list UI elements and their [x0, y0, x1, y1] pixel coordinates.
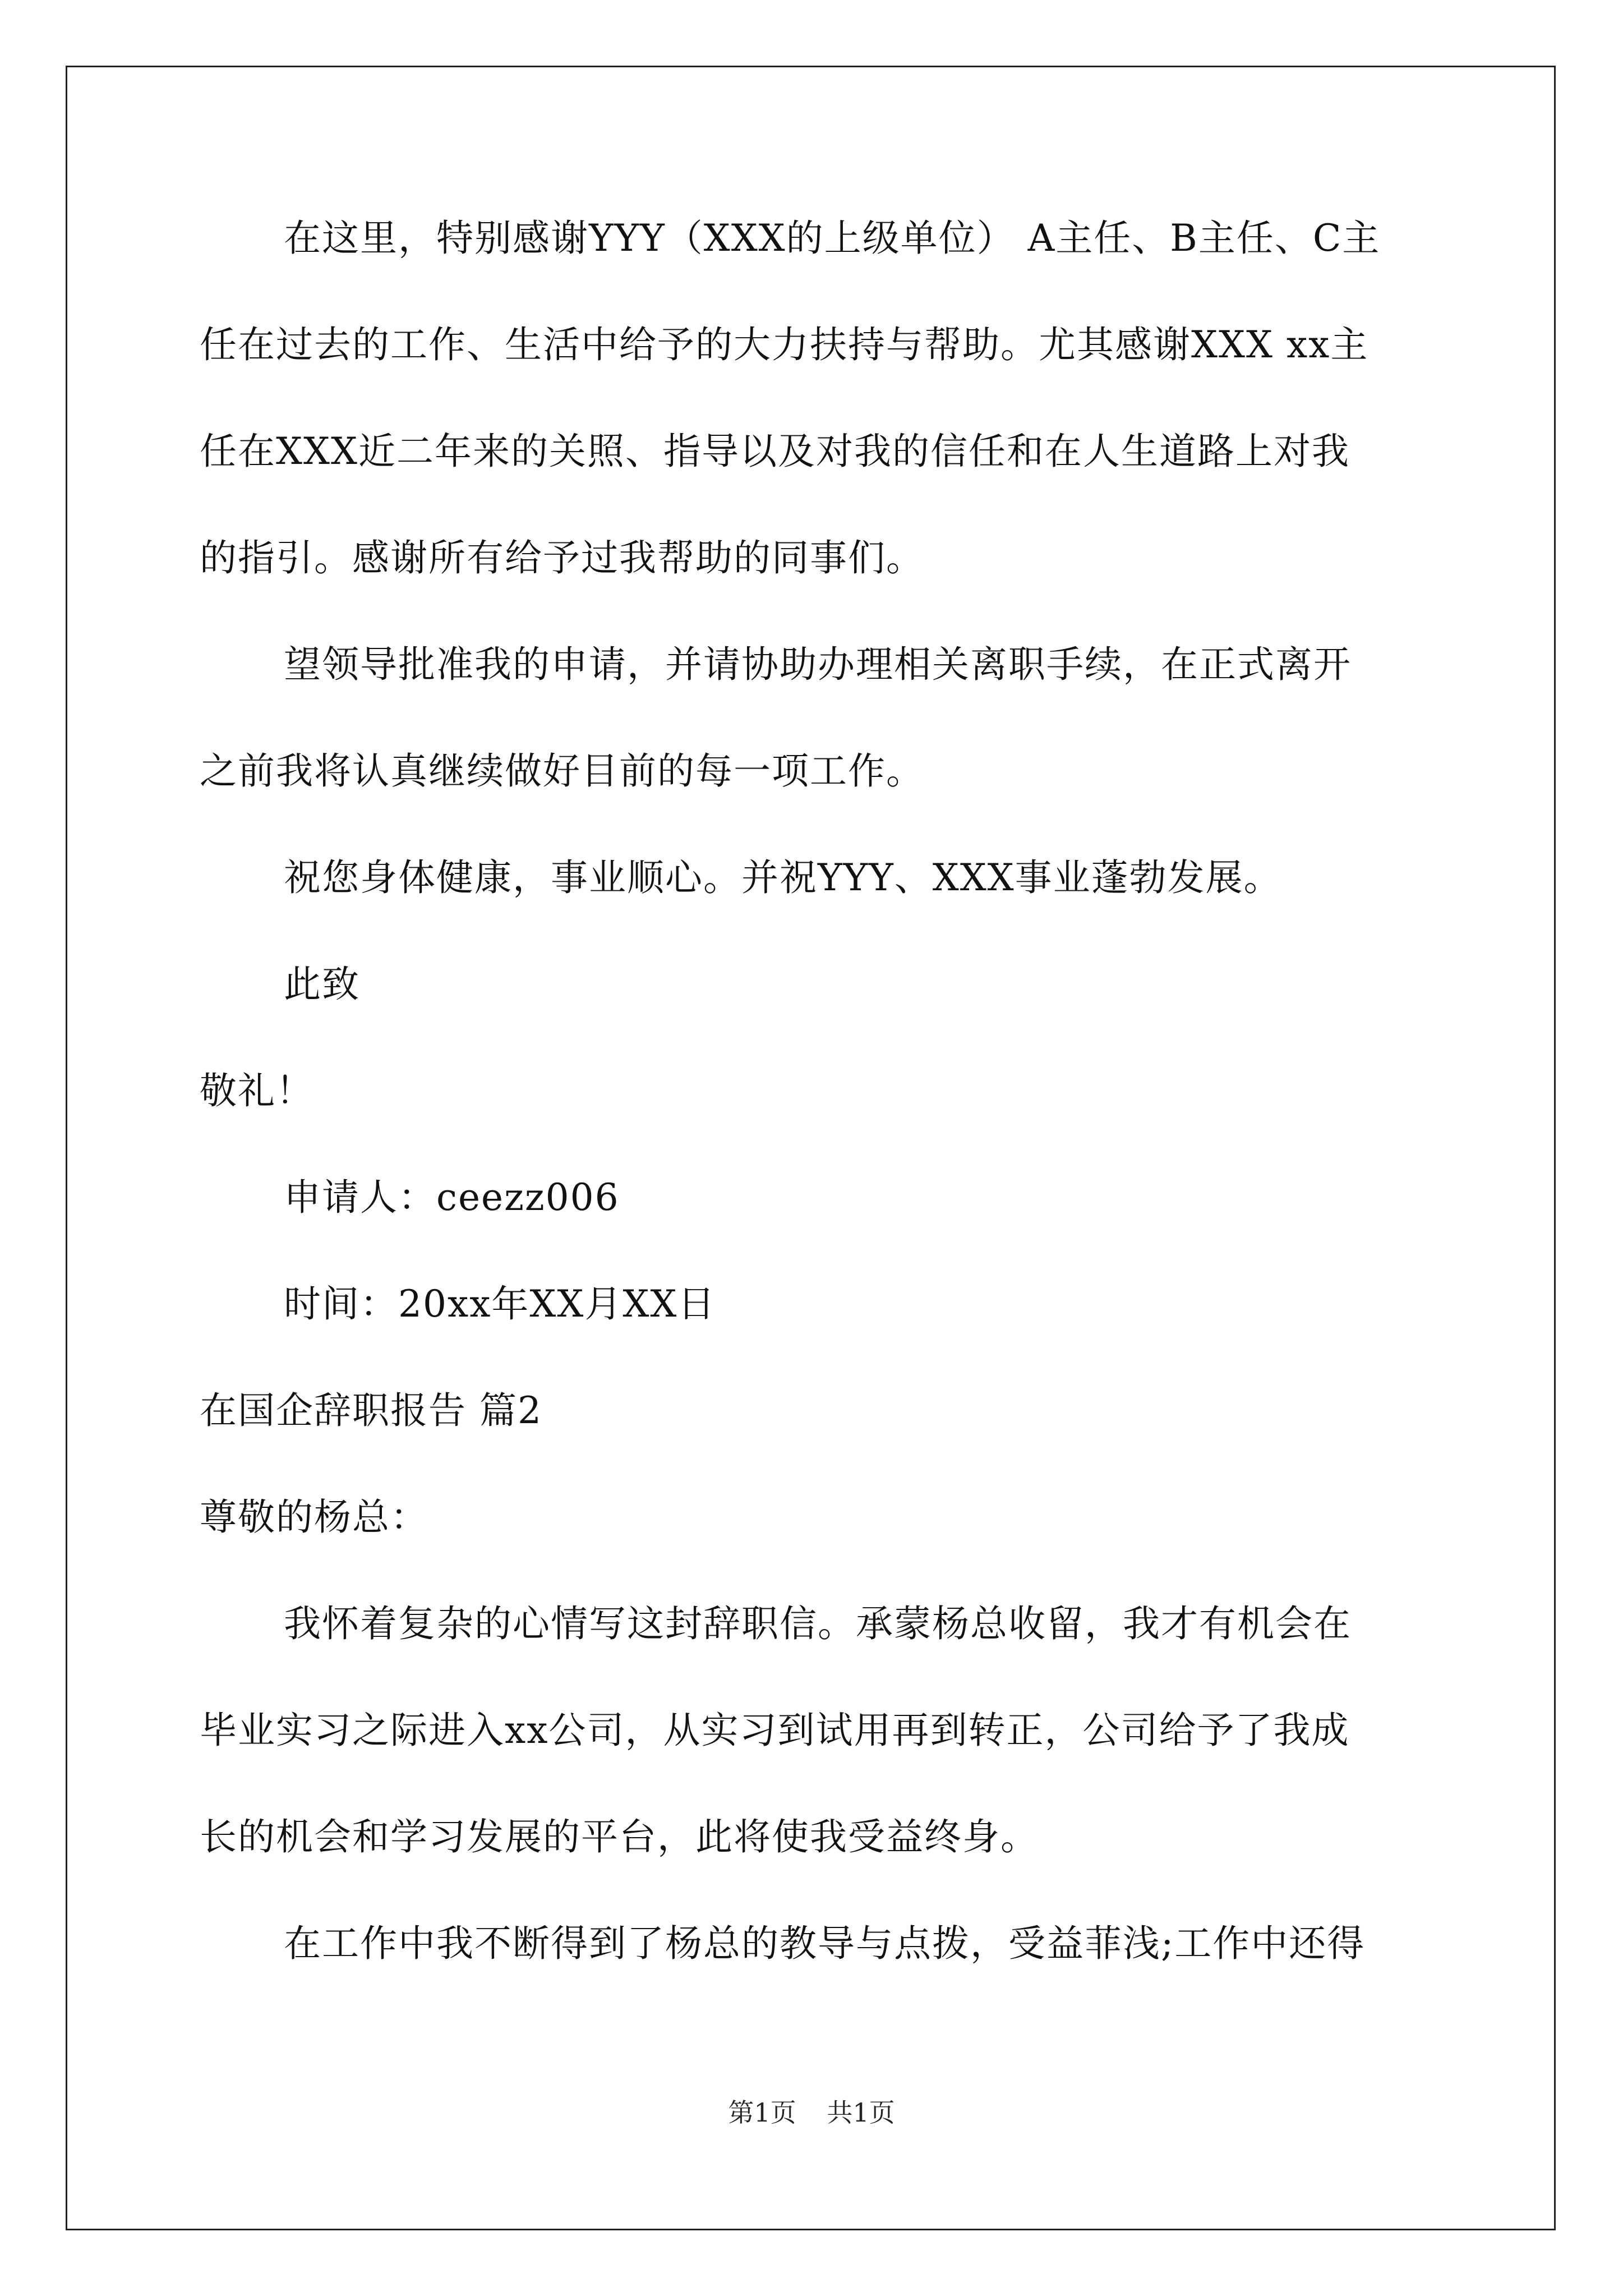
paragraph-line: 的指引。感谢所有给予过我帮助的同事们。: [200, 536, 924, 579]
paragraph-line: 之前我将认真继续做好目前的每一项工作。: [200, 749, 924, 793]
paragraph-line: 在这里，特别感谢YYY（XXX的上级单位） A主任、B主任、C主: [284, 217, 1381, 260]
section-heading: 在国企辞职报告 篇2: [200, 1389, 542, 1432]
paragraph-line: 任在过去的工作、生活中给予的大力扶持与帮助。尤其感谢XXX xx主: [200, 323, 1369, 366]
paragraph-line: 毕业实习之际进入xx公司，从实习到试用再到转正，公司给予了我成: [200, 1709, 1350, 1752]
paragraph-line: 在工作中我不断得到了杨总的教导与点拨，受益菲浅;工作中还得: [284, 1922, 1366, 1965]
paragraph-line: 任在XXX近二年来的关照、指导以及对我的信任和在人生道路上对我: [200, 430, 1350, 473]
paragraph-line: 我怀着复杂的心情写这封辞职信。承蒙杨总收留，我才有机会在: [284, 1602, 1352, 1645]
page-footer: [0, 2092, 1623, 2129]
greeting-line: 尊敬的杨总：: [200, 1496, 428, 1539]
applicant-line: 申请人：ceezz006: [284, 1176, 620, 1219]
paragraph-line: 望领导批准我的申请，并请协助办理相关离职手续，在正式离开: [284, 643, 1352, 686]
page-border: [66, 66, 1556, 2230]
page-number: 第1页: [728, 2097, 796, 2128]
paragraph-line: 祝您身体健康，事业顺心。并祝YYY、XXX事业蓬勃发展。: [284, 856, 1282, 899]
salutation-line: 敬礼！: [200, 1069, 314, 1112]
page-total: 共1页: [827, 2097, 895, 2128]
date-line: 时间：20xx年XX月XX日: [284, 1282, 716, 1326]
paragraph-line: 长的机会和学习发展的平台，此将使我受益终身。: [200, 1815, 1039, 1858]
closing-line: 此致: [284, 963, 360, 1006]
